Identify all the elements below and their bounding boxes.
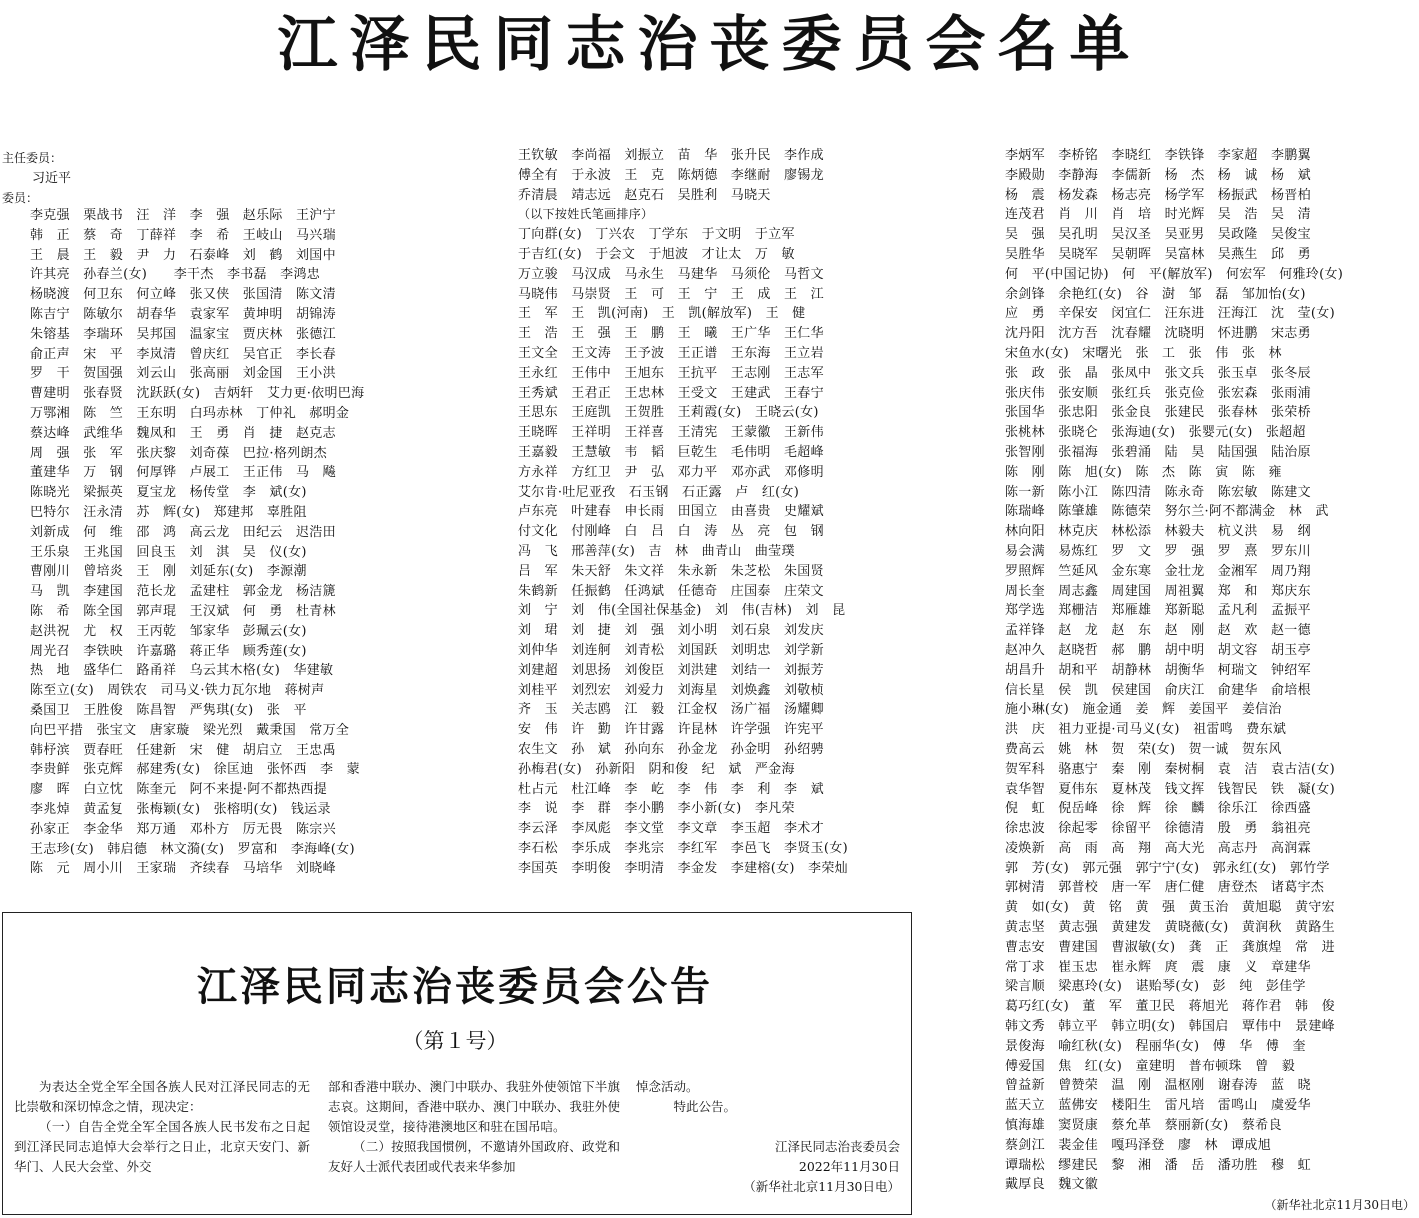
member-row: 胡昌升 胡和平 胡静林 胡衡华 柯瑞文 钟绍军 <box>1005 662 1311 678</box>
member-row: 郭 芳(女) 郭元强 郭宁宁(女) 郭永红(女) 郭竹学 <box>1005 860 1330 876</box>
member-row: 孙家正 李金华 郑万通 邓朴方 厉无畏 陈宗兴 <box>30 821 336 837</box>
member-row: 俞正声 宋 平 李岚清 曾庆红 吴官正 李长春 <box>30 346 336 362</box>
notice-date: 2022年11月30日 <box>798 1159 900 1174</box>
member-row: 刘 宁 刘 伟(全国社保基金) 刘 伟(吉林) 刘 昆 <box>518 603 846 619</box>
member-row: 易会满 易炼红 罗 文 罗 强 罗 熹 罗东川 <box>1005 543 1311 559</box>
member-row: 贺军科 骆惠宁 秦 刚 秦树桐 袁 洁 袁古洁(女) <box>1005 761 1335 777</box>
member-row: 李国英 李明俊 李明清 李金发 李建榕(女) 李荣灿 <box>518 860 848 876</box>
member-row: 陈至立(女) 周铁农 司马义·铁力瓦尔地 蒋树声 <box>30 683 325 699</box>
member-row: 陈瑞峰 陈肇雄 陈德荣 努尔兰·阿不都满金 林 武 <box>1005 504 1329 520</box>
member-row: 卢东亮 叶建春 申长雨 田国立 由喜贵 史耀斌 <box>518 504 824 520</box>
member-row: 景俊海 喻红秋(女) 程丽华(女) 傅 华 傅 奎 <box>1005 1038 1306 1054</box>
member-row: 李贵鲜 张克辉 郝建秀(女) 徐匡迪 张怀西 李 蒙 <box>30 762 360 778</box>
member-row: 乔清晨 靖志远 赵克石 吴胜利 马晓天 <box>518 187 771 203</box>
member-row: 孙梅君(女) 孙新阳 阴和俊 纪 斌 严金海 <box>518 761 795 777</box>
member-row: 梁言顺 梁惠玲(女) 谌贻琴(女) 彭 纯 彭佳学 <box>1005 979 1306 995</box>
member-row: 李兆焯 黄孟复 张梅颖(女) 张榕明(女) 钱运录 <box>30 801 331 817</box>
member-row: 曹志安 曹建国 曹淑敏(女) 龚 正 龚旗煌 常 进 <box>1005 939 1335 955</box>
member-row: 王 军 王 凯(河南) 王 凯(解放军) 王 健 <box>518 306 806 322</box>
member-row: 袁华智 夏伟东 夏林茂 钱文挥 钱智民 铁 凝(女) <box>1005 781 1335 797</box>
member-row: 刘仲华 刘连舸 刘青松 刘国跃 刘明忠 刘学新 <box>518 642 824 658</box>
member-row: 董建华 万 钢 何厚铧 卢展工 王正伟 马 飚 <box>30 465 336 481</box>
member-row: 万立骏 马汉成 马永生 马建华 马须伦 马哲文 <box>518 266 824 282</box>
member-row: 王晓晖 王祥明 王祥喜 王清宪 王蒙徽 王新伟 <box>518 425 824 441</box>
member-row: 徐忠波 徐起零 徐留平 徐德清 殷 勇 翁祖亮 <box>1005 821 1311 837</box>
member-row: 蔡达峰 武维华 魏凤和 王 勇 肖 捷 赵克志 <box>30 425 336 441</box>
member-row: 张国华 张忠阳 张金良 张建民 张春林 张荣桥 <box>1005 405 1311 421</box>
member-row: 慎海雄 窦贤康 蔡允革 蔡丽新(女) 蔡希良 <box>1005 1118 1282 1134</box>
member-row: 黄 如(女) 黄 铭 黄 强 黄玉治 黄旭聪 黄守宏 <box>1005 900 1335 916</box>
member-row: 朱鹤新 任振鹤 任鸿斌 任德奇 庄国泰 庄荣文 <box>518 583 824 599</box>
member-column-2 <box>518 146 918 878</box>
member-row: 冯 飞 邢善萍(女) 吉 林 曲青山 曲莹璞 <box>518 543 795 559</box>
notice-paragraph: 部和香港中联办、澳门中联办、我驻外使领馆下半旗志哀。这期间，香港中联办、澳门中联办、我驻外使领馆设灵堂，接待港澳地区和驻在国吊唁。 <box>328 1079 620 1134</box>
member-row: 王 浩 王 强 王 鹏 王 曦 王广华 王仁华 <box>518 326 824 342</box>
chair-name: 习近平 <box>32 171 72 186</box>
member-row: 向巴平措 张宝文 唐家璇 梁光烈 戴秉国 常万全 <box>30 722 350 738</box>
member-row: 陈 刚 陈 旭(女) 陈 杰 陈 寅 陈 雍 <box>1005 464 1282 480</box>
member-row: 沈丹阳 沈方吾 沈春耀 沈晓明 怀进鹏 宋志勇 <box>1005 326 1311 342</box>
member-row: 王钦敏 李尚福 刘振立 苗 华 张升民 李作成 <box>518 148 824 163</box>
member-row: 于吉红(女) 于会文 于旭波 才让太 万 敏 <box>518 246 795 262</box>
member-row: 戴厚良 魏文徽 <box>1005 1177 1099 1193</box>
member-row: 宋鱼水(女) 宋曙光 张 工 张 伟 张 林 <box>1005 345 1282 361</box>
member-row: 杨晓渡 何卫东 何立峰 张又侠 张国清 陈文清 <box>30 287 336 303</box>
member-row: 连茂君 肖 川 肖 培 时光辉 吴 浩 吴 清 <box>1005 207 1311 223</box>
member-row: 李 说 李 群 李小鹏 李小新(女) 李凡荣 <box>518 801 795 817</box>
member-row: 施小琳(女) 施金通 姜 辉 姜国平 姜信治 <box>1005 702 1282 718</box>
member-row: 桑国卫 王胜俊 陈昌智 严隽琪(女) 张 平 <box>30 702 307 718</box>
member-row: 孟祥锋 赵 龙 赵 东 赵 刚 赵 欢 赵一德 <box>1005 623 1311 639</box>
member-row: 赵冲久 赵晓哲 郝 鹏 胡中明 胡文容 胡玉亭 <box>1005 642 1311 658</box>
member-row: 蔡剑江 裴金佳 嘎玛泽登 廖 林 谭成旭 <box>1005 1137 1272 1153</box>
member-row: 周长奎 周志鑫 周建国 周祖翼 郑 和 郑庆东 <box>1005 583 1311 599</box>
member-row: 李石松 李乐成 李兆宗 李红军 李邑飞 李贤玉(女) <box>518 840 848 856</box>
member-row: 葛巧红(女) 董 军 董卫民 蒋旭光 蒋作君 韩 俊 <box>1005 999 1335 1015</box>
notice-column-2 <box>328 1077 620 1177</box>
member-row: 巴特尔 汪永清 苏 辉(女) 郑建邦 辜胜阻 <box>30 504 307 520</box>
member-row: 王秀斌 王君正 王忠林 王受文 王建武 王春宁 <box>518 385 824 401</box>
member-row: 凌焕新 高 雨 高 翔 高大光 高志丹 高润霖 <box>1005 840 1311 856</box>
member-row: 王 晨 王 毅 尹 力 石泰峰 刘 鹤 刘国中 <box>30 247 336 263</box>
member-row: 郭树清 郭普校 唐一军 唐仁健 唐登杰 诸葛宇杰 <box>1005 880 1325 896</box>
member-row: 马 凯 李建国 范长龙 孟建柱 郭金龙 杨洁篪 <box>30 584 336 600</box>
member-row: 张智刚 张福海 张碧涌 陆 昊 陆国强 陆治原 <box>1005 444 1311 460</box>
member-row: 朱镕基 李瑞环 吴邦国 温家宝 贾庆林 张德江 <box>30 326 336 342</box>
notice-column-1 <box>14 1077 310 1177</box>
member-row: 李殿勋 李静海 李儒新 杨 杰 杨 诚 杨 斌 <box>1005 167 1311 183</box>
member-row: 赵洪祝 尤 权 王丙乾 邹家华 彭珮云(女) <box>30 623 307 639</box>
member-row: 周 强 张 军 张庆黎 刘奇葆 巴拉·格列朗杰 <box>30 445 328 461</box>
member-row: （以下按姓氏笔画排序） <box>518 207 654 222</box>
member-row: 蓝天立 蓝佛安 楼阳生 雷凡培 雷鸣山 虞爱华 <box>1005 1098 1311 1114</box>
member-row: 吴胜华 吴晓军 吴朝晖 吴富林 吴燕生 邱 勇 <box>1005 246 1311 262</box>
member-row: 韩文秀 韩立平 韩立明(女) 韩国启 覃伟中 景建峰 <box>1005 1019 1335 1035</box>
member-row: 倪 虹 倪岳峰 徐 辉 徐 麟 徐乐江 徐西盛 <box>1005 801 1311 817</box>
member-row: 曹建明 张春贤 沈跃跃(女) 吉炳轩 艾力更·依明巴海 <box>30 386 365 402</box>
notice-closing: 特此公告。 <box>673 1099 737 1114</box>
notice-source: （新华社北京11月30日电） <box>743 1179 900 1194</box>
member-row: 罗照辉 竺延风 金东寒 金壮龙 金湘军 周乃翔 <box>1005 563 1311 579</box>
member-row: 刘 珺 刘 捷 刘 强 刘小明 刘石泉 刘发庆 <box>518 623 824 639</box>
member-row: 李云泽 李凤彪 李文堂 李文章 李玉超 李术才 <box>518 821 824 837</box>
member-row: 常丁求 崔玉忠 崔永辉 庹 震 康 义 章建华 <box>1005 959 1311 975</box>
member-row: 万鄂湘 陈 竺 王东明 白玛赤林 丁仲礼 郝明金 <box>30 405 350 421</box>
member-row: 曾益新 曾赞荣 温 刚 温枢刚 谢春涛 蓝 晓 <box>1005 1078 1311 1094</box>
member-row: 费高云 姚 林 贺 荣(女) 贺一诚 贺东风 <box>1005 741 1282 757</box>
member-row: 傅全有 于永波 王 克 陈炳德 李继耐 廖锡龙 <box>518 167 824 183</box>
member-row: 张 政 张 晶 张凤中 张文兵 张玉卓 张冬辰 <box>1005 365 1311 381</box>
member-row: 刘新成 何 维 邵 鸿 高云龙 田纪云 迟浩田 <box>30 524 336 540</box>
member-row: 曹刚川 曾培炎 王 刚 刘延东(女) 李源潮 <box>30 564 307 580</box>
member-row: 陈吉宁 陈敏尔 胡春华 袁家军 黄坤明 胡锦涛 <box>30 306 336 322</box>
member-row: 张桃林 张晓仑 张海迪(女) 张婴元(女) 张超超 <box>1005 425 1306 441</box>
member-row: 齐 玉 关志鸥 江 毅 江金权 汤广福 汤耀卿 <box>518 702 824 718</box>
member-row: 丁向群(女) 丁兴农 丁学东 于文明 于立军 <box>518 227 795 243</box>
member-row: 许其亮 孙春兰(女) 李干杰 李书磊 李鸿忠 <box>30 267 321 283</box>
member-row: 信长星 侯 凯 侯建国 俞庆江 俞建华 俞培根 <box>1005 682 1311 698</box>
member-row: 罗 干 贺国强 刘云山 张高丽 刘金国 王小洪 <box>30 366 336 382</box>
member-row: 刘建超 刘思扬 刘俊臣 刘洪建 刘结一 刘振芳 <box>518 662 824 678</box>
member-row: 王文全 王文涛 王予波 王正谱 王东海 王立岩 <box>518 345 824 361</box>
member-row: 陈晓光 梁振英 夏宝龙 杨传堂 李 斌(女) <box>30 485 307 501</box>
member-row: 陈 希 陈全国 郭声琨 王汉斌 何 勇 杜青林 <box>30 603 336 619</box>
member-row: 农生文 孙 斌 孙向东 孙金龙 孙金明 孙绍骋 <box>518 741 824 757</box>
notice-paragraph: （一）自告全党全军全国各族人民书发布之日起到江泽民同志追悼大会举行之日止，北京天安门、新华门、人民大会堂、外交 <box>14 1119 310 1174</box>
member-row: 傅爱国 焦 红(女) 童建明 普布顿珠 曾 毅 <box>1005 1058 1296 1074</box>
member-row: 郑学选 郑栅洁 郑雁雄 郑新聪 孟凡利 孟振平 <box>1005 603 1311 619</box>
notice-number: （第１号） <box>402 1029 508 1053</box>
notice-paragraph: 悼念活动。 <box>636 1079 699 1094</box>
member-row: 余剑锋 余艳红(女) 谷 澍 邹 磊 邹加怡(女) <box>1005 286 1306 302</box>
member-column-1 <box>30 206 405 879</box>
member-row: 洪 庆 祖力亚提·司马义(女) 祖雷鸣 费东斌 <box>1005 722 1287 738</box>
member-row: 马晓伟 马崇贤 王 可 王 宁 王 成 王 江 <box>518 286 824 302</box>
member-row: 李炳军 李桥铭 李晓红 李铁锋 李家超 李鹏翼 <box>1005 148 1311 163</box>
member-row: 何 平(中国记协) 何 平(解放军) 何宏军 何雅玲(女) <box>1005 266 1344 282</box>
member-row: 应 勇 辛保安 闵宜仁 汪东进 汪海江 沈 莹(女) <box>1005 306 1335 322</box>
member-row: 王永红 王伟中 王旭东 王抗平 王志刚 王志军 <box>518 365 824 381</box>
member-row: 方永祥 方红卫 尹 弘 邓力平 邓亦武 邓修明 <box>518 464 824 480</box>
member-row: 陈 元 周小川 王家瑞 齐续春 马培华 刘晓峰 <box>30 861 336 877</box>
member-row: 韩杼滨 贾春旺 任建新 宋 健 胡启立 王忠禹 <box>30 742 336 758</box>
notice-paragraph: （二）按照我国惯例，不邀请外国政府、政党和友好人士派代表团或代表来华参加 <box>328 1139 620 1174</box>
member-row: 吕 军 朱天舒 朱文祥 朱永新 朱芝松 朱国贤 <box>518 563 824 579</box>
member-row: 王嘉毅 王慧敏 韦 韬 巨乾生 毛伟明 毛超峰 <box>518 444 824 460</box>
notice-signature: 江泽民同志治丧委员会 <box>774 1139 900 1154</box>
chair-label: 主任委员： <box>2 151 63 165</box>
member-row: 李克强 栗战书 汪 洋 李 强 赵乐际 王沪宁 <box>30 208 336 223</box>
page-title: 江泽民同志治丧委员会名单 <box>277 10 1142 80</box>
member-row: 吴 强 吴孔明 吴汉圣 吴亚男 吴政隆 吴俊宝 <box>1005 227 1311 243</box>
member-row: 黄志坚 黄志强 黄建发 黄晓薇(女) 黄润秋 黄路生 <box>1005 920 1335 936</box>
member-row: 王乐泉 王兆国 回良玉 刘 淇 吴 仪(女) <box>30 544 307 560</box>
notice-paragraph: 为表达全党全军全国各族人民对江泽民同志的无比崇敬和深切悼念之情，现决定： <box>14 1079 310 1114</box>
member-row: 廖 晖 白立忱 陈奎元 阿不来提·阿不都热西提 <box>30 782 328 798</box>
member-row: 艾尔肯·吐尼亚孜 石玉钢 石正露 卢 红(女) <box>518 484 800 500</box>
members-label: 委员： <box>2 191 39 205</box>
member-row: 谭瑞松 缪建民 黎 湘 潘 岳 潘功胜 穆 虹 <box>1005 1157 1311 1173</box>
member-row: 韩 正 蔡 奇 丁薛祥 李 希 王岐山 马兴瑞 <box>30 227 336 243</box>
member-row: 付文化 付刚峰 白 吕 白 涛 丛 亮 包 钢 <box>518 524 824 540</box>
member-row: 安 伟 许 勤 许甘露 许昆林 许学强 许宪平 <box>518 722 824 738</box>
member-row: 王志珍(女) 韩启德 林文漪(女) 罗富和 李海峰(女) <box>30 841 355 857</box>
member-row: 王思东 王庭凯 王贺胜 王莉霞(女) 王晓云(女) <box>518 405 819 421</box>
list-source: （新华社北京11月30日电） <box>1264 1198 1415 1212</box>
member-row: 刘桂平 刘烈宏 刘爱力 刘海星 刘焕鑫 刘敬桢 <box>518 682 824 698</box>
member-row: 林向阳 林克庆 林松添 林毅夫 杭义洪 易 纲 <box>1005 524 1311 540</box>
notice-column-3 <box>636 1077 906 1197</box>
member-row: 陈一新 陈小江 陈四清 陈永奇 陈宏敏 陈建文 <box>1005 484 1311 500</box>
member-column-3 <box>1005 146 1415 1195</box>
member-row: 热 地 盛华仁 路甬祥 乌云其木格(女) 华建敏 <box>30 663 334 679</box>
member-row: 周光召 李铁映 许嘉璐 蒋正华 顾秀莲(女) <box>30 643 307 659</box>
member-row: 张庆伟 张安顺 张红兵 张克俭 张宏森 张雨浦 <box>1005 385 1311 401</box>
member-row: 杨 震 杨发森 杨志亮 杨学军 杨振武 杨晋柏 <box>1005 187 1311 203</box>
notice-title: 江泽民同志治丧委员会公告 <box>197 964 713 1010</box>
member-row: 杜占元 杜江峰 李 屹 李 伟 李 利 李 斌 <box>518 781 824 797</box>
